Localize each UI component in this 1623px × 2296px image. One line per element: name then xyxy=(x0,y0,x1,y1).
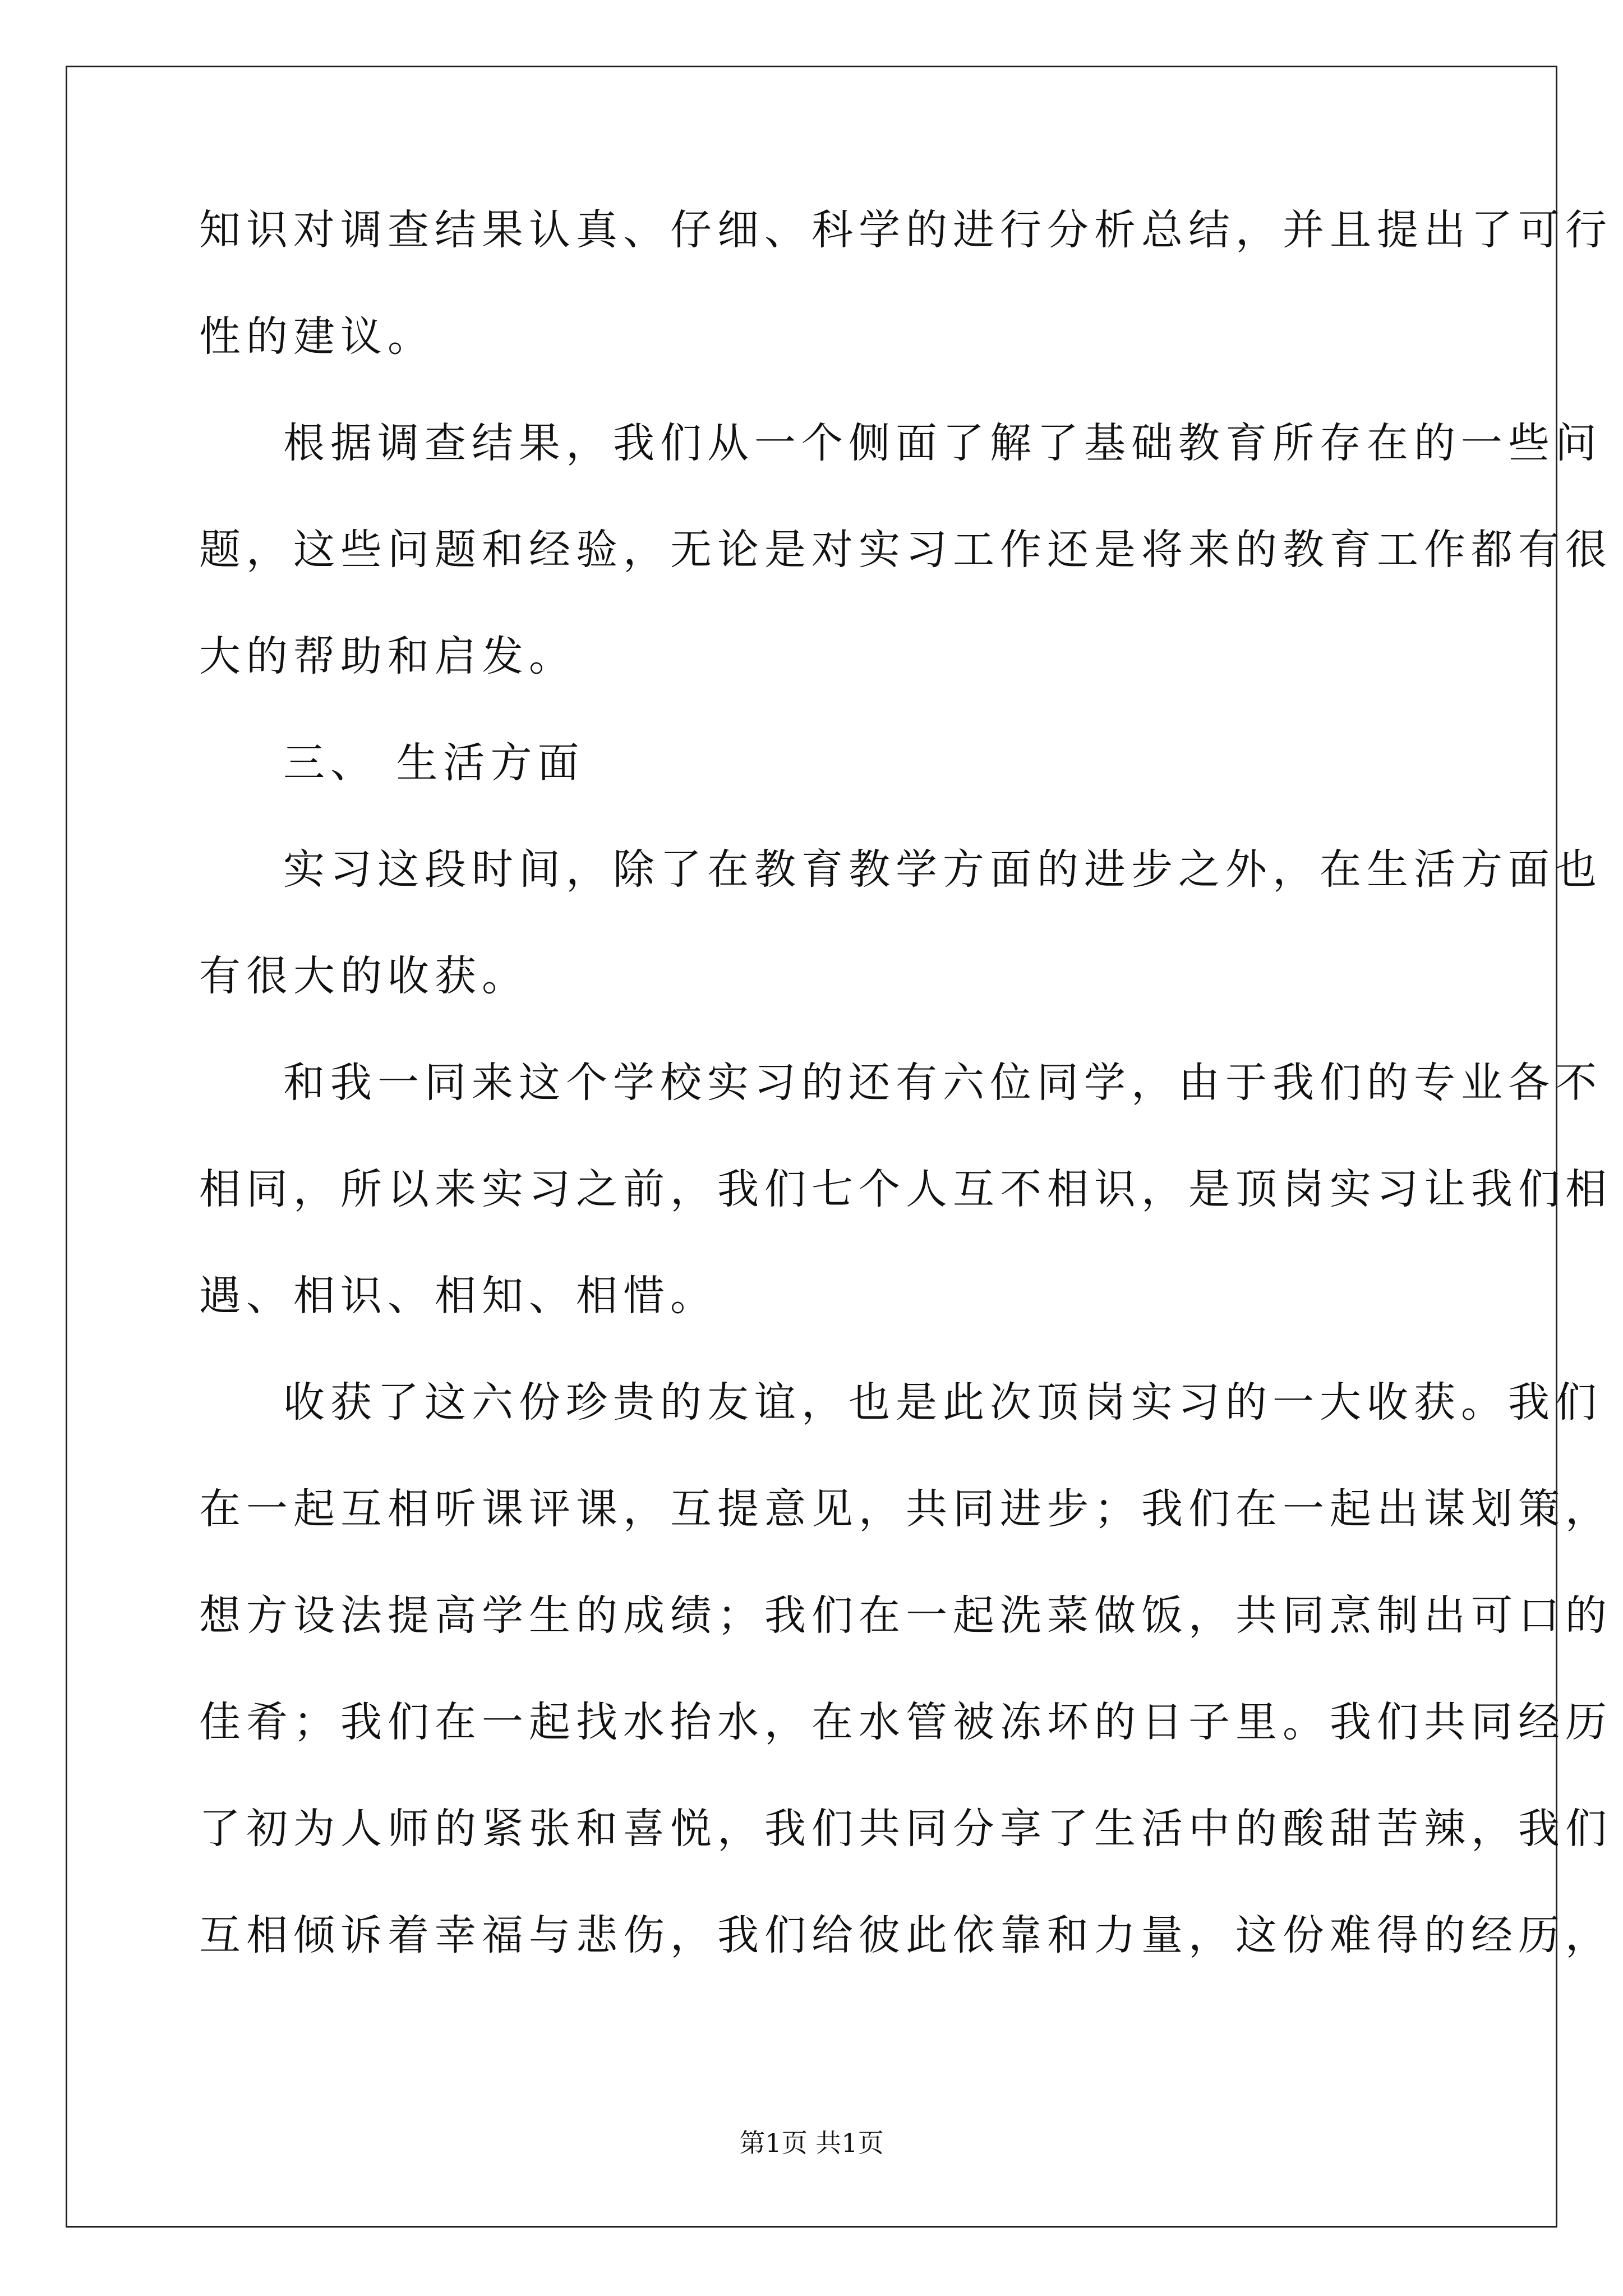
paragraph-start-line: 和我一同来这个学校实习的还有六位同学，由于我们的专业各不 xyxy=(283,1059,1602,1107)
paragraph-start-line: 根据调查结果，我们从一个侧面了解了基础教育所存在的一些问 xyxy=(283,419,1602,467)
text-line: 想方设法提高学生的成绩；我们在一起洗菜做饭，共同烹制出可口的 xyxy=(199,1591,1612,1640)
paragraph-start-line: 收获了这六份珍贵的友谊，也是此次顶岗实习的一大收获。我们 xyxy=(283,1378,1602,1427)
text-line: 有很大的收获。 xyxy=(199,952,529,1000)
text-line: 佳肴；我们在一起找水抬水，在水管被冻坏的日子里。我们共同经历 xyxy=(199,1698,1612,1746)
text-line: 相同，所以来实习之前，我们七个人互不相识，是顶岗实习让我们相 xyxy=(199,1165,1612,1213)
text-line: 大的帮助和启发。 xyxy=(199,632,576,680)
text-line: 题，这些问题和经验，无论是对实习工作还是将来的教育工作都有很 xyxy=(199,526,1612,574)
text-line: 在一起互相听课评课，互提意见，共同进步；我们在一起出谋划策， xyxy=(199,1485,1612,1533)
text-line: 遇、相识、相知、相惜。 xyxy=(199,1272,717,1320)
page-border xyxy=(66,66,1557,2228)
section-heading: 三、 生活方面 xyxy=(283,739,585,787)
text-line: 知识对调查结果认真、仔细、科学的进行分析总结，并且提出了可行 xyxy=(199,206,1612,254)
text-line: 了初为人师的紧张和喜悦，我们共同分享了生活中的酸甜苦辣，我们 xyxy=(199,1805,1612,1853)
page-footer: 第1页 共1页 xyxy=(739,2128,884,2158)
text-line: 互相倾诉着幸福与悲伤，我们给彼此依靠和力量，这份难得的经历， xyxy=(199,1911,1612,1959)
paragraph-start-line: 实习这段时间，除了在教育教学方面的进步之外，在生活方面也 xyxy=(283,845,1602,894)
text-line: 性的建议。 xyxy=(199,312,435,361)
